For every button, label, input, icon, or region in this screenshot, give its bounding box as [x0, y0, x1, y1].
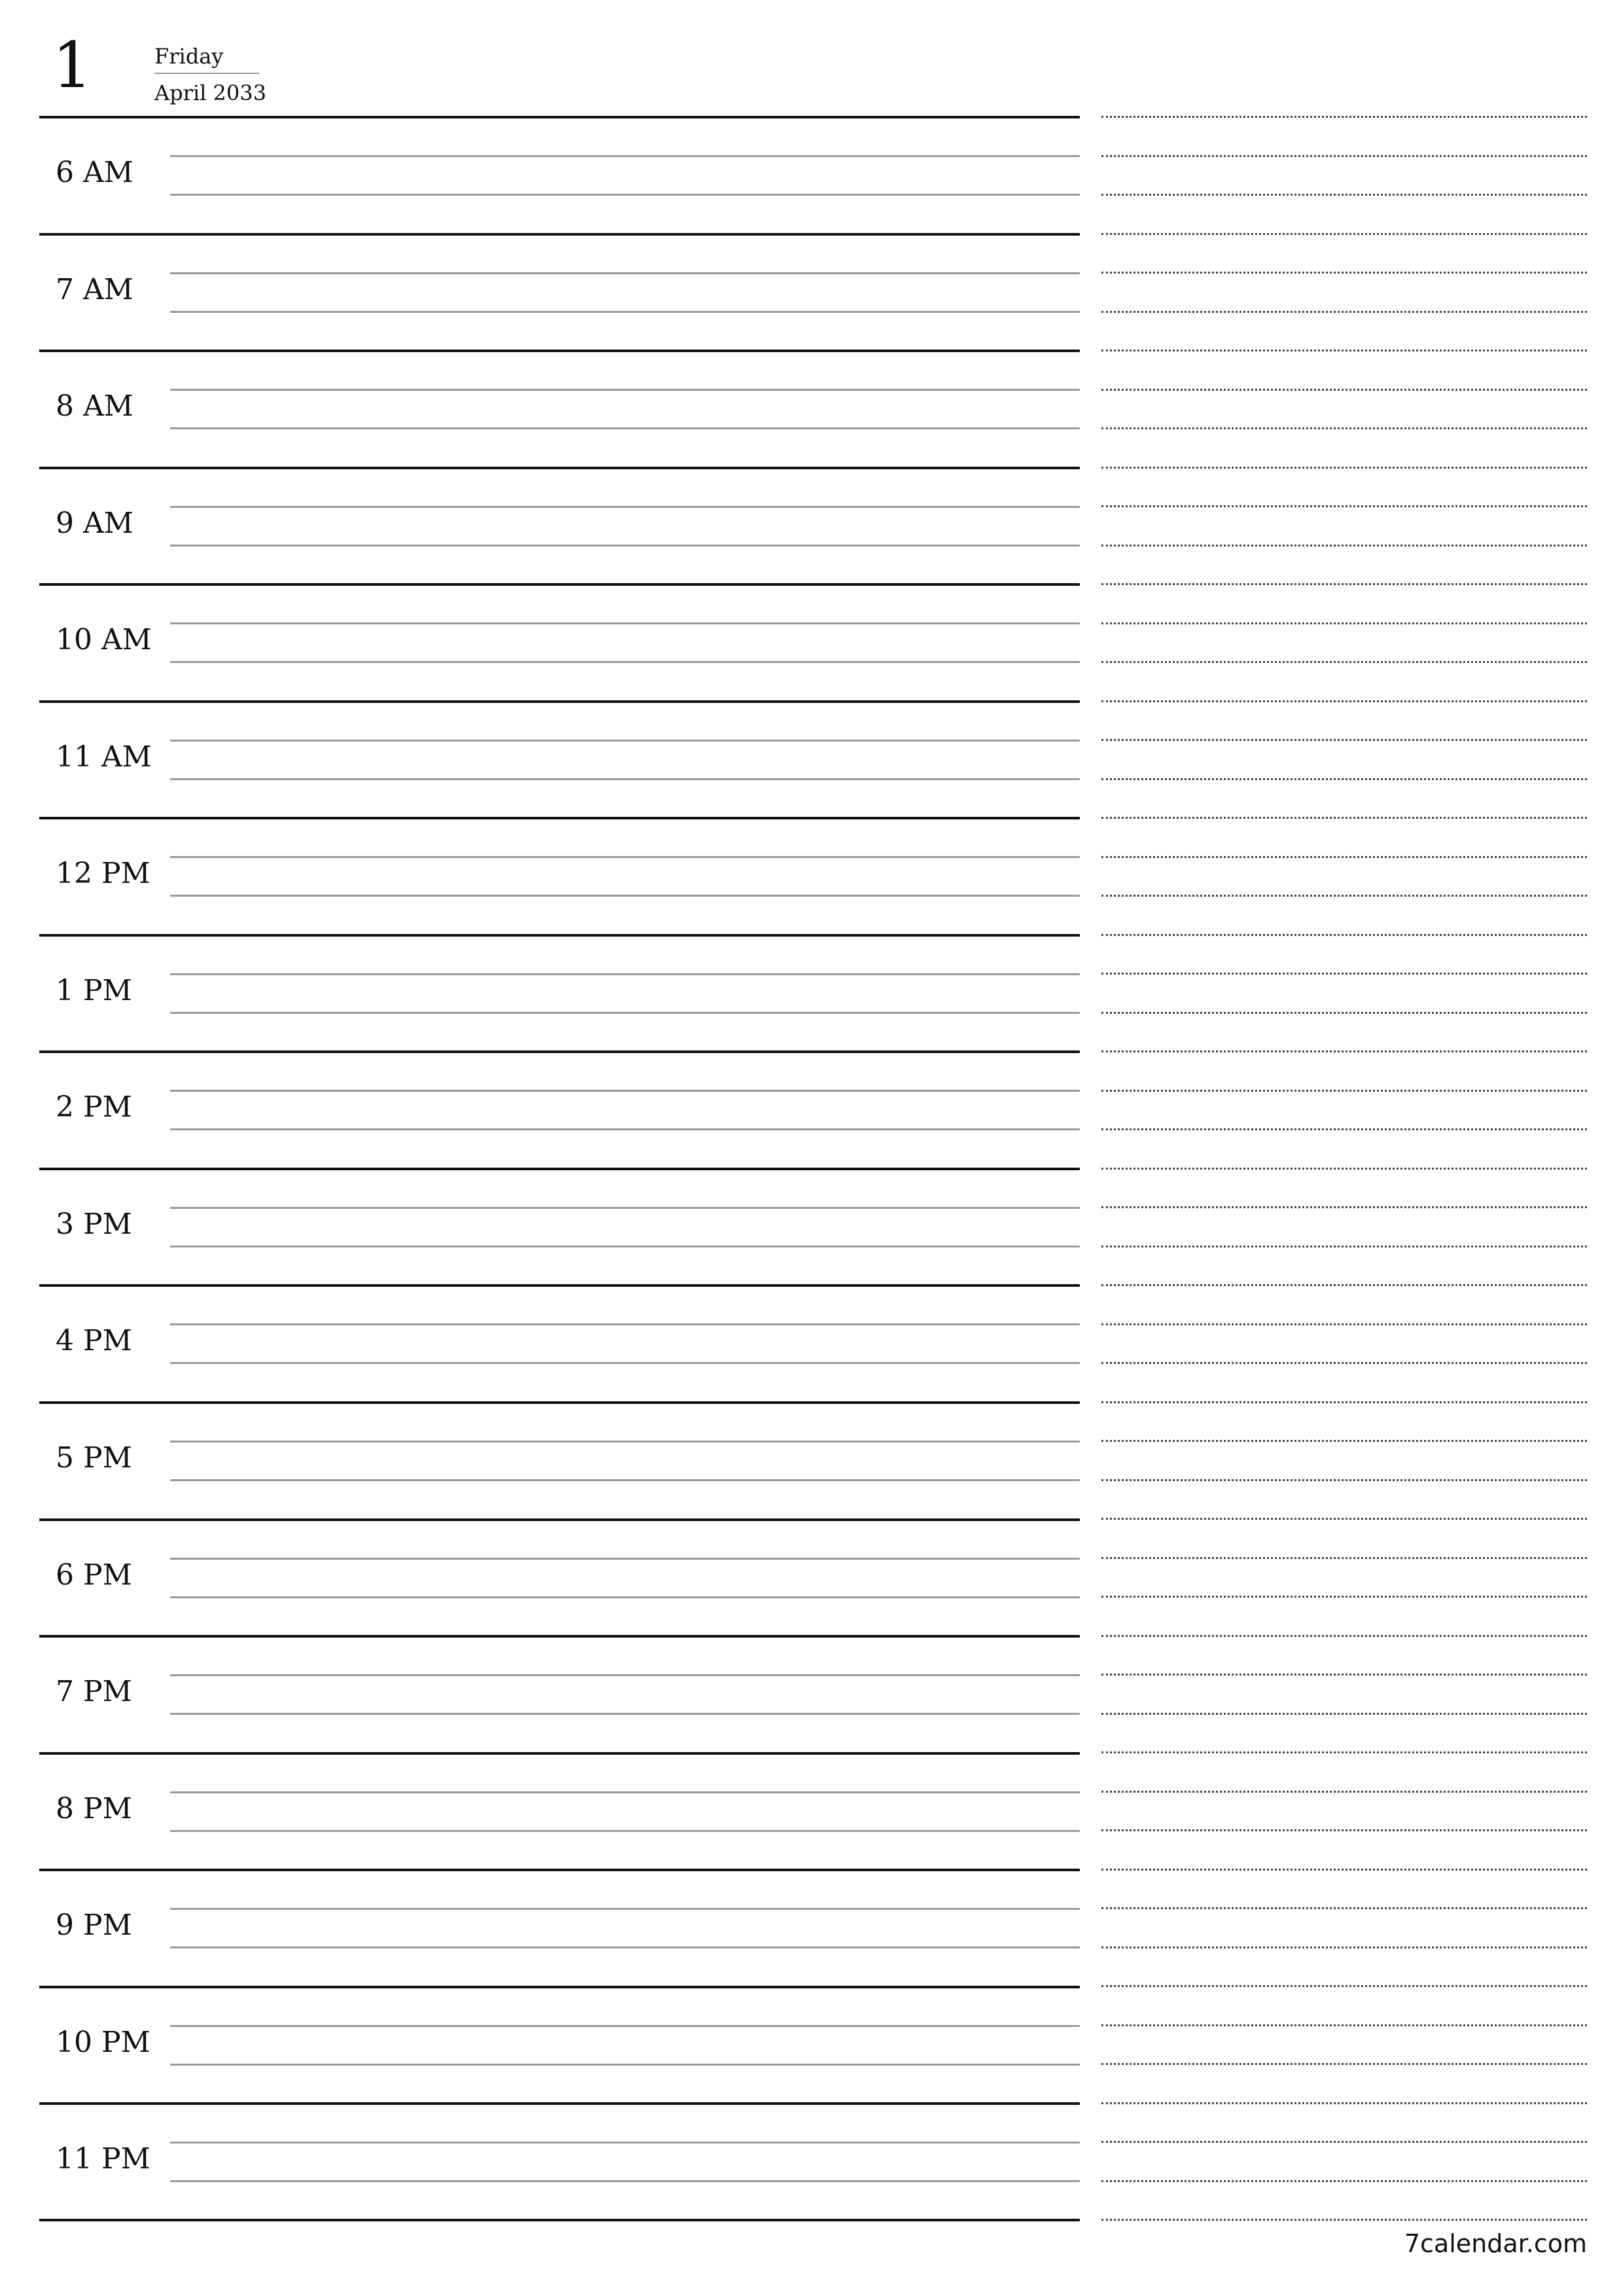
writing-line[interactable]	[170, 973, 1080, 975]
hour-label: 3 PM	[56, 1207, 132, 1241]
note-line[interactable]	[1101, 1206, 1587, 1208]
writing-line[interactable]	[170, 2180, 1080, 2182]
note-line[interactable]	[1101, 1635, 1587, 1637]
note-line[interactable]	[1101, 1012, 1587, 1014]
note-line[interactable]	[1101, 272, 1587, 274]
note-line[interactable]	[1101, 1829, 1587, 1831]
writing-line[interactable]	[170, 1674, 1080, 1676]
writing-line[interactable]	[170, 2025, 1080, 2027]
note-line[interactable]	[1101, 1985, 1587, 1987]
hour-label: 1 PM	[56, 973, 132, 1007]
hour-label: 10 PM	[56, 2025, 151, 2059]
hour-block	[39, 583, 1080, 700]
hour-block	[39, 2102, 1080, 2219]
note-line[interactable]	[1101, 350, 1587, 351]
note-line[interactable]	[1101, 856, 1587, 858]
writing-line[interactable]	[170, 1946, 1080, 1948]
writing-line[interactable]	[170, 1090, 1080, 1092]
note-line[interactable]	[1101, 1479, 1587, 1481]
hour-block	[39, 1168, 1080, 1285]
note-line[interactable]	[1101, 2102, 1587, 2104]
hour-label: 11 AM	[56, 740, 152, 774]
hour-label: 2 PM	[56, 1090, 132, 1124]
writing-line[interactable]	[170, 311, 1080, 313]
note-line[interactable]	[1101, 1284, 1587, 1286]
writing-line[interactable]	[170, 1012, 1080, 1014]
hour-block	[39, 1752, 1080, 1869]
writing-line[interactable]	[170, 1791, 1080, 1793]
note-line[interactable]	[1101, 1246, 1587, 1247]
hour-block	[39, 1401, 1080, 1518]
writing-line[interactable]	[170, 1441, 1080, 1443]
hour-label: 10 AM	[56, 623, 152, 657]
hour-block	[39, 350, 1080, 467]
note-line[interactable]	[1101, 1518, 1587, 1520]
note-line[interactable]	[1101, 1557, 1587, 1559]
note-line[interactable]	[1101, 2063, 1587, 2065]
writing-line[interactable]	[170, 506, 1080, 508]
hour-label: 7 PM	[56, 1675, 132, 1709]
hour-label: 6 AM	[56, 156, 134, 189]
hour-block	[39, 1986, 1080, 2103]
note-line[interactable]	[1101, 1946, 1587, 1948]
note-line[interactable]	[1101, 1751, 1587, 1753]
writing-line[interactable]	[170, 2142, 1080, 2144]
note-line[interactable]	[1101, 1440, 1587, 1442]
schedule-bottom-rule	[39, 2219, 1080, 2221]
writing-line[interactable]	[170, 1362, 1080, 1364]
hour-label: 11 PM	[56, 2142, 151, 2176]
note-line[interactable]	[1101, 427, 1587, 429]
note-line[interactable]	[1101, 155, 1587, 157]
writing-line[interactable]	[170, 895, 1080, 897]
note-line[interactable]	[1101, 1869, 1587, 1871]
note-line[interactable]	[1101, 389, 1587, 391]
writing-line[interactable]	[170, 155, 1080, 157]
hour-block	[39, 1518, 1080, 1636]
note-line[interactable]	[1101, 1168, 1587, 1170]
note-line[interactable]	[1101, 505, 1587, 507]
writing-line[interactable]	[170, 856, 1080, 858]
note-line[interactable]	[1101, 233, 1587, 235]
note-line[interactable]	[1101, 1323, 1587, 1325]
note-line[interactable]	[1101, 1050, 1587, 1052]
note-line[interactable]	[1101, 1090, 1587, 1092]
note-line[interactable]	[1101, 622, 1587, 624]
note-line[interactable]	[1101, 545, 1587, 547]
header-divider	[154, 73, 259, 74]
hour-label: 8 AM	[56, 389, 134, 423]
note-line[interactable]	[1101, 817, 1587, 819]
hour-block	[39, 817, 1080, 934]
note-line[interactable]	[1101, 973, 1587, 975]
hour-label: 12 PM	[56, 857, 151, 891]
writing-line[interactable]	[170, 2064, 1080, 2066]
writing-line[interactable]	[170, 661, 1080, 663]
note-line[interactable]	[1101, 1713, 1587, 1715]
hour-label: 7 AM	[56, 272, 134, 306]
hour-block	[39, 1284, 1080, 1401]
day-number: 1	[52, 29, 93, 102]
note-line[interactable]	[1101, 661, 1587, 663]
writing-line[interactable]	[170, 1596, 1080, 1598]
note-line[interactable]	[1101, 2024, 1587, 2026]
note-line[interactable]	[1101, 1674, 1587, 1676]
hour-block	[39, 700, 1080, 817]
note-line[interactable]	[1101, 700, 1587, 702]
note-line[interactable]	[1101, 895, 1587, 897]
note-line[interactable]	[1101, 1128, 1587, 1130]
hour-block	[39, 116, 1080, 233]
note-line[interactable]	[1101, 2219, 1587, 2221]
writing-line[interactable]	[170, 1713, 1080, 1715]
writing-line[interactable]	[170, 427, 1080, 429]
month-year-label: April 2033	[154, 81, 266, 105]
note-line[interactable]	[1101, 934, 1587, 936]
writing-line[interactable]	[170, 1558, 1080, 1560]
note-line[interactable]	[1101, 116, 1587, 118]
note-line[interactable]	[1101, 778, 1587, 780]
note-line[interactable]	[1101, 194, 1587, 196]
hour-block	[39, 1050, 1080, 1168]
hour-block	[39, 934, 1080, 1051]
note-line[interactable]	[1101, 1401, 1587, 1403]
writing-line[interactable]	[170, 740, 1080, 742]
writing-line[interactable]	[170, 389, 1080, 391]
hour-label: 8 PM	[56, 1791, 132, 1825]
hourly-schedule	[39, 116, 1080, 2219]
note-line[interactable]	[1101, 739, 1587, 741]
hour-label: 5 PM	[56, 1441, 132, 1475]
hour-label: 9 AM	[56, 506, 134, 540]
hour-block	[39, 1635, 1080, 1752]
note-line[interactable]	[1101, 583, 1587, 585]
note-line[interactable]	[1101, 467, 1587, 469]
note-line[interactable]	[1101, 1596, 1587, 1598]
note-line[interactable]	[1101, 2141, 1587, 2143]
hour-label: 4 PM	[56, 1324, 132, 1358]
hour-block	[39, 1869, 1080, 1986]
writing-line[interactable]	[170, 1246, 1080, 1247]
note-line[interactable]	[1101, 1907, 1587, 1909]
writing-line[interactable]	[170, 1128, 1080, 1130]
writing-line[interactable]	[170, 1830, 1080, 1832]
writing-line[interactable]	[170, 1323, 1080, 1325]
weekday-label: Friday	[154, 44, 224, 69]
writing-line[interactable]	[170, 272, 1080, 274]
writing-line[interactable]	[170, 778, 1080, 780]
note-line[interactable]	[1101, 1791, 1587, 1793]
hour-label: 6 PM	[56, 1558, 132, 1592]
hour-block	[39, 467, 1080, 584]
writing-line[interactable]	[170, 622, 1080, 624]
hour-block	[39, 233, 1080, 350]
note-line[interactable]	[1101, 1362, 1587, 1364]
writing-line[interactable]	[170, 1908, 1080, 1910]
hour-label: 9 PM	[56, 1909, 132, 1943]
note-line[interactable]	[1101, 2180, 1587, 2182]
note-line[interactable]	[1101, 311, 1587, 313]
writing-line[interactable]	[170, 194, 1080, 196]
writing-line[interactable]	[170, 1479, 1080, 1481]
notes-column	[1101, 116, 1587, 2258]
writing-line[interactable]	[170, 1207, 1080, 1209]
writing-line[interactable]	[170, 545, 1080, 547]
footer-site-label: 7calendar.com	[1404, 2229, 1587, 2258]
